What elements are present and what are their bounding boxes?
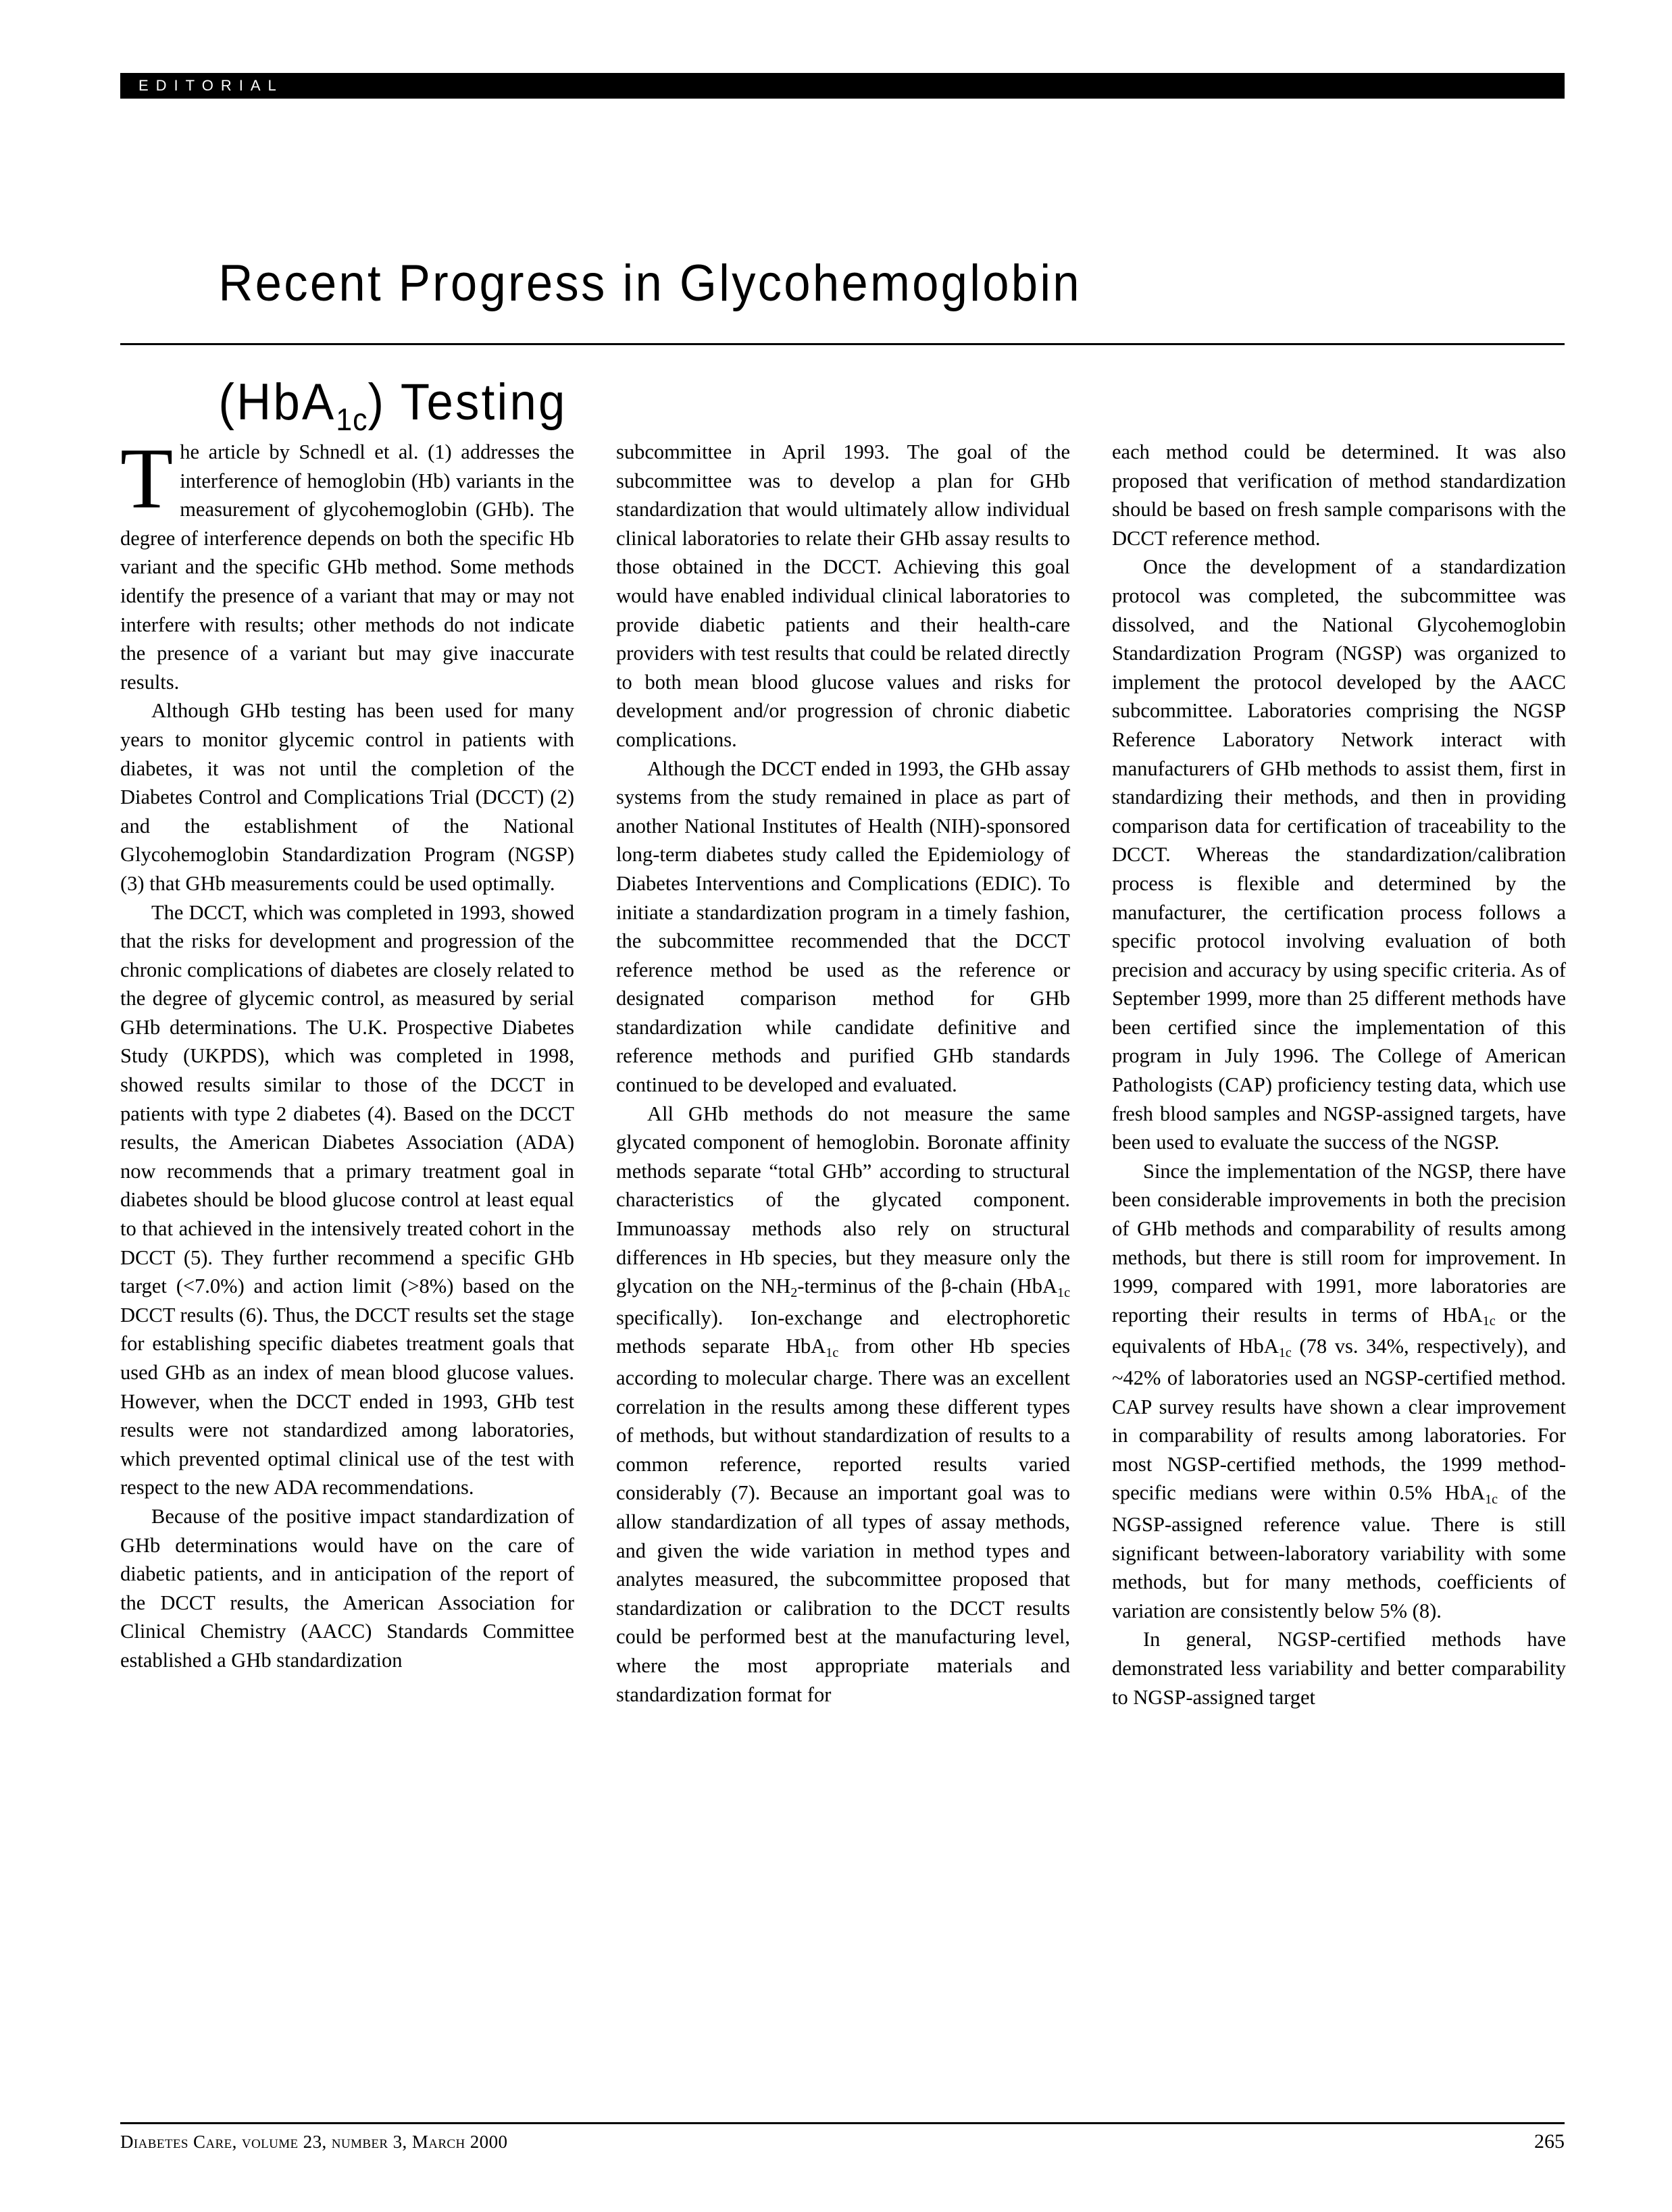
- body-paragraph: Although GHb testing has been used for many years to monitor glycemic control in patients with diabetes, it was not until the completion of the Diabetes Control and Complications Trial (DCCT) (2) and the establishment of the National Glycohemoglobin Standardization Program (NGSP) (3) that GHb measurements could be used optimally.: [120, 699, 574, 895]
- title-subscript: 1c: [336, 402, 368, 437]
- body-paragraph: Once the development of a standardization protocol was completed, the subcommittee was dissolved, and the National Glycohemoglobin Standardization Program (NGSP) was organized to implement the protocol developed by the AACC subcommittee. Laboratories comprising the NGSP Reference Laboratory Network interact with manufacturers of GHb methods to assist them, first in standardizing their methods, and then in providing comparison data for certification of traceability to the DCCT. Whereas the standardization/calibration process is flexible and determined by the manufacturer, the certification process follows a specific protocol involving evaluation of both precision and accuracy by using specific criteria. As of September 1999, more than 25 different methods have been certified since the implementation of this program in July 1996. The College of American Pathologists (CAP) proficiency testing data, which use fresh blood samples and NGSP-assigned targets, have been used to evaluate the success of the NGSP.: [1112, 555, 1566, 1154]
- body-paragraph: All GHb methods do not measure the same glycated component of hemoglobin. Boronate affinity methods separate “total GHb” according to structural characteristics of the glycated component. Immunoassay methods also rely on structural differences in Hb species, but they measure only the glycation on the $NH_2$-terminus of the β-chain (HbA$_{1c}$ specifically). Ion-exchange and electrophoretic methods separate HbA$_{1c}$ from other Hb species according to molecular charge. There was an excellent correlation in the results among these different types of methods, but without standardization of results to a common reference, reported results varied considerably (7). Because an important goal was to allow standardization of all types of assay methods, and given the wide variation in method types and analytes measured, the subcommittee proposed that standardization or calibration to the DCCT results could be performed best at the manufacturing level, where the most appropriate materials and standardization format for: [616, 1102, 1070, 1706]
- body-paragraph: subcommittee in April 1993. The goal of the subcommittee was to develop a plan for GHb standardization that would ultimately allow individual clinical laboratories to relate their GHb assay results to those obtained in the DCCT. Achieving this goal would have enabled individual clinical laboratories to provide diabetic patients and their health-care providers with test results that could be related directly to both mean blood glucose values and risks for development and/or progression of chronic diabetic complications.: [616, 440, 1070, 751]
- subscript-text: 1c: [1278, 1345, 1292, 1361]
- page-number: 265: [1534, 2130, 1565, 2153]
- page-footer: [120, 2130, 1565, 2153]
- text-column-2: [616, 438, 1070, 1712]
- text-column-1: [120, 430, 574, 1712]
- subscript-text: 1c: [826, 1345, 839, 1361]
- footer-divider: [120, 2122, 1565, 2124]
- body-paragraph: The article by Schnedl et al. (1) addresses the interference of hemoglobin (Hb) variants in the measurement of glycohemoglobin (GHb). The degree of interference depends on both the specific Hb variant and the specific GHb method. Some methods identify the presence of a variant that may or may not interfere with results; other methods do not indicate the presence of a variant but may give inaccurate results.: [120, 430, 574, 694]
- body-paragraph: Since the implementation of the NGSP, there have been considerable improvements in both the precision of GHb methods and comparability of results among methods, but there is still room for improvement. In 1999, compared with 1991, more laboratories are reporting their results in terms of HbA$_{1c}$ or the equivalents of HbA$_{1c}$ (78 vs. 34%, respectively), and ~42% of laboratories used an NGSP-certified method. CAP survey results have shown a clear improvement in comparability of results among laboratories. For most NGSP-certified methods, the 1999 method-specific medians were within 0.5% HbA$_{1c}$ of the NGSP-assigned reference value. There is still significant between-laboratory variability with some methods, but for many methods, coefficients of variation are consistently below 5% (8).: [1112, 1159, 1566, 1622]
- editorial-banner-label: EDITORIAL: [138, 77, 284, 94]
- body-paragraph: Although the DCCT ended in 1993, the GHb assay systems from the study remained in place as part of another National Institutes of Health (NIH)-sponsored long-term diabetes study called the Epidemiology of Diabetes Interventions and Complications (EDIC). To initiate a standardization program in a timely fashion, the subcommittee recommended that the DCCT reference method be used as the reference or designated comparison method for GHb standardization while candidate definitive and reference methods and purified GHb standards continued to be developed and evaluated.: [616, 756, 1070, 1097]
- body-paragraph: In general, NGSP-certified methods have demonstrated less variability and better comparability to NGSP-assigned target: [1112, 1628, 1566, 1709]
- subscript-text: 1c: [1057, 1285, 1070, 1300]
- title-line-2-prefix: (HbA: [218, 374, 336, 431]
- title-line-1: Recent Progress in Glycohemoglobin: [218, 255, 1082, 312]
- body-paragraph: The DCCT, which was completed in 1993, showed that the risks for development and progression of the chronic complications of diabetes are closely related to the degree of glycemic control, as measured by serial GHb determinations. The U.K. Prospective Diabetes Study (UKPDS), which was completed in 1998, showed results similar to those of the DCCT in patients with type 2 diabetes (4). Based on the DCCT results, the American Diabetes Association (ADA) now recommends that a primary treatment goal in diabetes should be blood glucose control at least equal to that achieved in the intensively treated cohort in the DCCT (5). They further recommend a specific GHb target (<7.0%) and action limit (>8%) based on the DCCT results (6). Thus, the DCCT results set the stage for establishing specific diabetes treatment goals that used GHb as an index of mean blood glucose values. However, when the DCCT ended in 1993, GHb test results were not standardized among laboratories, which prevented optimal clinical use of the test with respect to the new ADA recommendations.: [120, 900, 574, 1499]
- title-line-2-suffix: ) Testing: [368, 374, 567, 431]
- title-divider: [120, 343, 1565, 345]
- drop-cap: T: [120, 430, 174, 526]
- text-column-3: [1112, 438, 1566, 1712]
- editorial-banner-bar: [120, 73, 1565, 99]
- subscript-text: 1c: [1482, 1314, 1496, 1329]
- body-paragraph: Because of the positive impact standardization of GHb determinations would have on the care of diabetic patients, and in anticipation of the report of the DCCT results, the American Association for Clinical Chemistry (AACC) Standards Committee established a GHb standardization: [120, 1504, 574, 1672]
- subscript-text: 2: [790, 1285, 798, 1300]
- subscript-text: 1c: [1485, 1492, 1498, 1507]
- article-body: [120, 430, 1566, 1712]
- journal-citation: Diabetes Care, volume 23, number 3, March 2000: [120, 2132, 508, 2152]
- body-paragraph: each method could be determined. It was also proposed that verification of method standardization should be based on fresh sample comparisons with the DCCT reference method.: [1112, 440, 1566, 550]
